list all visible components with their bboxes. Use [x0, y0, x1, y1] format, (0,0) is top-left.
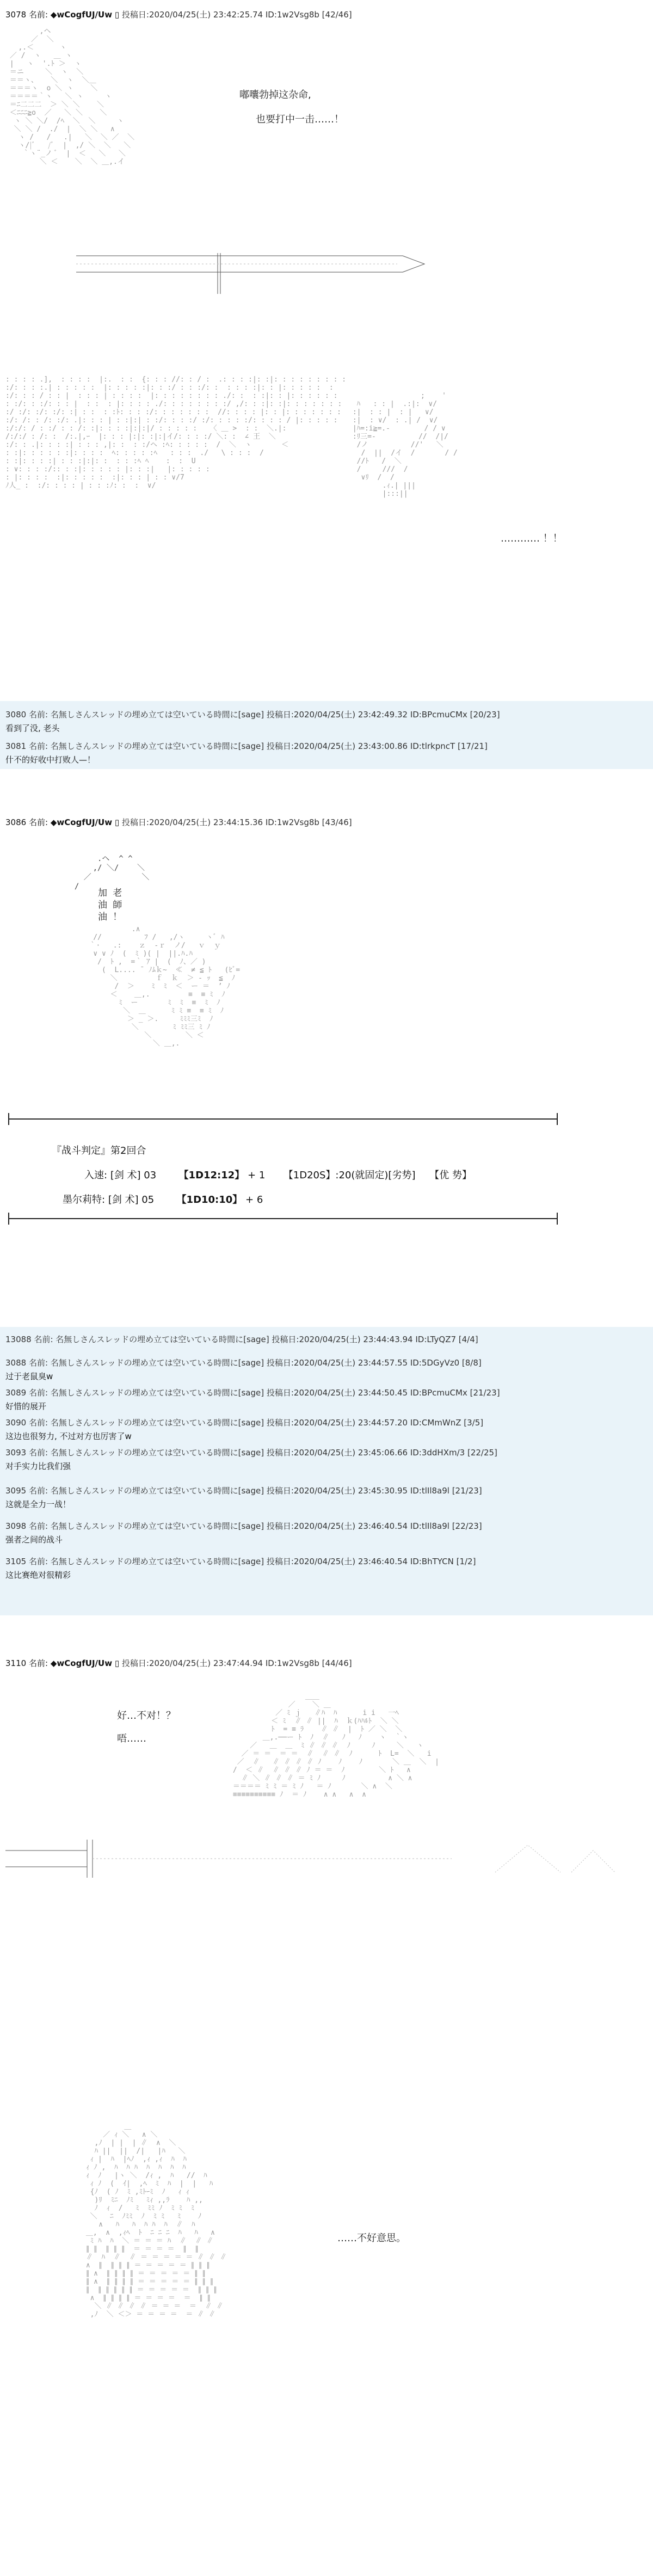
reply-body: 什不的好收中打败人—！	[5, 755, 96, 765]
divider-cap	[557, 1113, 558, 1125]
ascii-art-crowd: : : : : .], : : : : |:. : : {: : : //: : / : .: : : :|: :|: : : : : : : : : :/: : : :.| : : : : : |: : : : :|: : :/ : : :/: : : : : :|: : |: : : : : : :/: : : / : : | : : : | : : : : |: : : : : : : : ./: : : :|: : |: : : : : : : :/: : :/: : : | : : : |: : : : ./: : : : : : : :/ ,/: : :|: :|: : : : : : : :/ :/: :/: :/: :| : : : :ﾄ: : : :/: : : : : : : //: : : : |: : |: : : : : : : :/: /: : /: :/: .|: : : | : :|:| : :/: : : :/ :/: : : : :/: : : : / |: : : : : :/:/: / : :/ : : /: :|: : : :|:|:|/ : : : : : 〈 ＿ > : : ＼.|: /:/:/ : /: : /:.|,ｰ |: : : |:|: :|:|イ/: : : :/ ＼: : ∠ 王 ＼ :/: : .|: : : :| : : : ,|: : : :/ヘ :ﾍ: : : : : / ＼ ヽ ＜ : :|: : : : : :|: : : : ﾍ: : : : :ﾍ : : : ./ \ : : : / : :|: : : :| : : :|:|: : : : :ﾍ ﾍ : : U : ∨: : : :/:: : :|: : : : : |: : :| |: : : : : : |: : : : :|: : : : : :|: : : | : : ∨/7 ﾉ人_ : :/: : : : | : : :ﾉ: : : ∨/	[5, 376, 347, 490]
divider-line	[8, 1118, 558, 1120]
reply-block	[0, 701, 653, 769]
reply	[5, 1333, 478, 1345]
post-number[interactable]: 3110	[5, 1658, 27, 1668]
battle-row	[63, 1192, 263, 1206]
post-meta: 投稿日:2020/04/25(土) 23:47:44.94 ID:1w2Vsg8b [44/46]	[121, 1658, 352, 1668]
reply	[5, 1447, 497, 1472]
reply-meta[interactable]: 3090 名前: 名無しさんスレッドの埋め立ては空いている時間に[sage] 投稿日:2020/04/25(土) 23:44:57.20 ID:CMmWnZ [3/5]	[5, 1418, 484, 1428]
modifier: + 6	[245, 1194, 263, 1206]
name-label: 名前:	[28, 817, 48, 827]
reply-meta[interactable]: 3105 名前: 名無しさんスレッドの埋め立ては空いている時間に[sage] 投稿日:2020/04/25(土) 23:46:40.54 ID:BhTYCN [1/2]	[5, 1557, 476, 1566]
dialogue-line: ………… ！！	[501, 533, 563, 544]
fighter-skill: [剑 术] 03	[110, 1170, 157, 1181]
dialogue-line: 唔……	[117, 1733, 146, 1744]
dialogue-line: 嘟囔勃掉这杂命,	[239, 89, 311, 101]
dice-roll-extra: 【1D20S】:20(就固定)[劣势]	[283, 1170, 416, 1181]
dice-roll: 【1D10:10】	[176, 1194, 243, 1206]
post-number[interactable]: 3078	[5, 10, 27, 20]
reply-body: 强者之间的战斗	[5, 1535, 63, 1545]
post-meta: 投稿日:2020/04/25(土) 23:44:15.36 ID:1w2Vsg8b [43/46]	[121, 817, 352, 827]
dialogue-line: ……不好意思。	[337, 2233, 406, 2244]
reply-body: 好惜的展开	[5, 1401, 47, 1411]
sword-drawing	[5, 1834, 620, 1883]
reply-body: 看到了没, 老头	[5, 723, 60, 733]
reply-meta[interactable]: 3089 名前: 名無しさんスレッドの埋め立ては空いている時間に[sage] 投稿日:2020/04/25(土) 23:44:50.45 ID:BPcmuCMx [21/23]	[5, 1388, 500, 1398]
post-header	[5, 816, 352, 828]
fighter-name: 墨尔莉特:	[63, 1194, 106, 1206]
advantage-tag: 【优 势】	[429, 1170, 472, 1181]
poster-trip: ◆wCogfUJ/Uw	[50, 817, 113, 827]
reply	[5, 1357, 482, 1382]
reply	[5, 1556, 476, 1581]
dice-roll: 【1D12:12】	[178, 1170, 245, 1181]
post-header	[5, 1657, 352, 1669]
reply	[5, 740, 488, 765]
name-label: 名前:	[28, 10, 48, 20]
reply-body: 对手实力比我们强	[5, 1461, 71, 1471]
battle-title: 『战斗判定』第2回合	[52, 1145, 146, 1157]
reply-meta[interactable]: 3095 名前: 名無しさんスレッドの埋め立ては空いている時間に[sage] 投稿日:2020/04/25(土) 23:45:30.95 ID:tlIl8a9l [21/23]	[5, 1486, 482, 1496]
post-header	[5, 9, 352, 20]
trip-mark: ▯	[114, 1658, 120, 1668]
ascii-art-figure: .∧ // ﾌ / ,/ヽ ヽﾞ ﾊ ｀· .: ｚ ‐ｒ ノ/ ｖ ｙ ∨ ∨ ﾉ ( ﾐ )( | ||.ﾊ.ﾊ / ﾄ , =｀ ｱ | ( ﾉ、／ ) ( L.... ̄ ﾉﾑｋ~ ≪ ≠ ≦ ﾄ (ﾋﾞ= ＼ ｆ ｋ ＞ ‐ ｯ ≦ ﾉ / ＞ ﾐ ﾐ ＜ ー ＝ ’ ﾉ ＜ ＿,. ≡ ≡ ﾐ ﾉ ﾐ ー ﾐ ﾐ ≡ ﾐ ﾉ ＼ ＿ ﾐ ﾐ ≡ ≡ ﾐ ﾉ ＞ _ ＞. ﾐﾐﾐ三ﾐ ﾉ ＼ ﾐ ﾐﾐ三 ﾐ ﾉ ＼ ＼ ＜ ＼ ＿,.	[89, 925, 241, 1048]
divider-cap	[557, 1213, 558, 1225]
reply-body: 这比赛绝对很精彩	[5, 1570, 71, 1580]
divider-cap	[8, 1113, 9, 1125]
trip-mark: ▯	[114, 10, 120, 20]
reply-meta[interactable]: 3088 名前: 名無しさんスレッドの埋め立ては空いている時間に[sage] 投稿日:2020/04/25(土) 23:44:57.55 ID:5DGyVz0 [8/8]	[5, 1358, 482, 1368]
ascii-art-figure: ＿＿ ／ ＼ ＿ ／ ﾐ ｊ ∥ﾊ ﾊ i i 一ﾍ ＜ ﾐ ∥ ∥ || ﾊ ｋ(ﾊﾊﾙﾄ ＼ ＼ ﾄ = ≡ ﾗ ∥ ∥ | ﾄ ／ ＼ ＼ ＿,.──ー ﾄ ﾉ ∥ ﾉ ﾉ ヽ ｀ヽ ／ ＿ ＿ ﾐ ∥ ∥ ∥ ﾉ ﾉ ＼ ヽ ／ ＝ ＝ ＝ ＝ ∥ ∥ ∥ ﾉ ﾄ L= ＼ i ／ ∥ ∥ ∥ ∥ ∥ ﾉ ﾉ ﾉ ＼ ＿ ＼ | / ＜ ∥ ∥ ∥ ∥ ﾉ ＝ ＝ ﾉ ＼ ﾄ ∧ ∥ ＼ ∥ ∥ ∥ ＝ ﾐ ﾉ ﾉ ∧ ＼ ∧ ＝＝＝＝ ﾐ ﾐ ＝ ﾐ ﾉ ＝ ﾉ ＼ ∧ ＼ ≡≡≡≡≡≡≡≡≡≡ ﾉ ＝ ﾉ ∧ ∧ ∧ ∧	[232, 1693, 439, 1799]
poster-trip: ◆wCogfUJ/Uw	[50, 10, 113, 20]
battle-row	[84, 1167, 472, 1182]
cheer-sign-text: 加 老 油 師 油 ！	[98, 888, 122, 923]
reply-body: 这就是全力一战！	[5, 1499, 71, 1509]
reply	[5, 1387, 500, 1412]
reply-meta[interactable]: 3080 名前: 名無しさんスレッドの埋め立ては空いている時間に[sage] 投稿日:2020/04/25(土) 23:42:49.32 ID:BPcmuCMx [20/23]	[5, 710, 500, 720]
reply-block	[0, 1327, 653, 1615]
post-meta: 投稿日:2020/04/25(土) 23:42:25.74 ID:1w2Vsg8b [42/46]	[121, 10, 352, 20]
dialogue-line: 好…不对！？	[117, 1710, 176, 1722]
dialogue-line: 也要打中一击……！	[256, 114, 344, 125]
reply-meta[interactable]: 3081 名前: 名無しさんスレッドの埋め立ては空いている時間に[sage] 投稿日:2020/04/25(土) 23:43:00.86 ID:tlrkpncT [17/21]	[5, 741, 488, 751]
reply-meta[interactable]: 13088 名前: 名無しさんスレッドの埋め立ては空いている時間に[sage] 投稿日:2020/04/25(土) 23:44:43.94 ID:LTyQZ7 [4/4]	[5, 1335, 478, 1344]
poster-trip: ◆wCogfUJ/Uw	[50, 1658, 113, 1668]
modifier: + 1	[248, 1170, 266, 1181]
reply-meta[interactable]: 3098 名前: 名無しさんスレッドの埋め立ては空いている時間に[sage] 投稿日:2020/04/25(土) 23:46:40.54 ID:tlIl8a9l [22/23]	[5, 1521, 482, 1531]
ascii-art-figure: ,ヘ ／ ＼ ,.＜ ヽ ／ / ヽ ＿ ヽ | ヽ '.ﾄ ＞ ヽ ＝ニ ＼ ヽ ＼ ＝＝ヽ、 ＼ ヽ ＼＿ ＝＝＝ヽ o ＼ ヽ ＼ ＝＝＝＝｀ヽ ＼ ヽ ヽ ＝ﾆ二二二 ＞ ＼ ＼ ＼ ＜ﾆﾆﾆ≧o ／ ＼ ＼ ＼ ヽ ＼ ＼/ /ﾍ ＼ ＼ ヽ ＼ ＼ / ./ | ＼ ＼ ∧ ヽ / / .| ＼ ＼ ／ ＼ ヽ/|ﾞ /ﾞ | ,/ ＼ ＼ ＼ ｀ヽ¨_ノ ﾞ | ＜ ＼ ＼ ＼ ＜ ＼ ＼ ＿,.イ	[9, 27, 135, 166]
reply-body: 过于老鼠臭w	[5, 1372, 53, 1381]
trip-mark: ▯	[114, 817, 120, 827]
divider-line	[8, 1218, 558, 1219]
fighter-name: 入速:	[84, 1170, 108, 1181]
ascii-art-figure: .ヘ ^ ^ ,/ ＼/ ＼ ／ ＼ /	[74, 854, 150, 891]
reply-meta[interactable]: 3093 名前: 名無しさんスレッドの埋め立ては空いている時間に[sage] 投稿日:2020/04/25(土) 23:45:06.66 ID:3ddHXm/3 [22/25]	[5, 1448, 497, 1458]
reply-body: 这边也很努力, 不过对方也厉害了w	[5, 1431, 132, 1441]
ascii-art-figure: ; ' ﾊ : : | .:|: ∨/ :| : : | : | ∨/ :| : ∨/ : .| / ∨/ |ﾊ=:i≧=.- / / ∨ :ﾘ三=- // /|/ /ノ //' ＼ / || /イ / / / //ﾄ / ＼ / /// / ∨ﾘ / / .ｨ.| ||| |:::||	[352, 392, 458, 498]
name-label: 名前:	[28, 1658, 48, 1668]
reply	[5, 1417, 483, 1442]
sword-drawing	[71, 239, 430, 305]
reply	[5, 1485, 482, 1510]
ascii-art-figure: ＿ ／ ｨ ＼ ∧ ＼ ,ﾉ | | | ∥ ∧ ＼ ﾊ || || /| |ﾊ ＼ ｨ | ﾊ |ﾍﾉ ,ｨ ,ｨ ﾊ ﾊ ｨ ﾉ , ﾊ ﾊ ﾊ ﾊ ﾊ ﾊ ﾊ ｨ ﾉ |ヽ ＼ /ｨ , ﾊ // ﾊ ｨ ﾉ ( ｲ| ,ﾍ ﾐ ﾊ | | ﾊ {ﾉ ( ﾉ ﾐ ,ﾐﾄｰﾐ ﾉ ｨ ｨ )ﾘ ﾐﾆ ﾉﾐ ﾐｨ ,,ﾗ ﾊ ,, ﾉ ｨ / ﾐ ﾐﾐ ﾉ ﾐ ﾐ ﾐ ＼ ﾆ ﾉﾐﾐ ﾉ ﾐ ﾐ ﾐ ﾉ ∧ ﾊ ﾊ ﾊ ﾊ ﾊ ∥ ﾊ ＿, ∧ ,ｨﾍ ﾄ ﾆ ﾆ ﾆ ﾊ ﾊ ∧ ﾐ ﾊ ﾊ ＼ ＝ ＝ ＝ ﾊ ∥ ∥ ∥ ∥ ∥ ∥ ∥ ∥ ＝ ＝ ＝ ＝ ∥ ∥ ∥ ﾊ ∥ ∥ ＝ ＝ ＝ ＝ ＝ ∥ ∥ ∥ ∧ ∥ ∥ ∥ ∥ ＝ ＝ ＝ ＝ ＝ ∥ ∥ ∥ ∥ ∧ ∥ ∥ ∥ ∥ ＝ ＝ ＝ ＝ ＝ ∥ ∥ ∥ ∧ ∥ ∥ ∥ ∥ ＝ ＝ ＝ ＝ ＝ ∥ ∥ ∥ ∥ ∥ ∥ ∥ ∥ ∥ ＝ ＝ ＝ ＝ ＝ ∥ ∥ ∥ ∧ ∥ ∥ ∥ ∥ ＝ ＝ ＝ ＝ ＝ ∥ ∥ ＼ ∥ ∥ ∥ ∥ ＝ ＝ ＝ ＝ ∥ ∥ ,ﾉ ＼ ＜＞ ＝ ＝ ＝ ＝ ＝ ∥ ∥	[85, 2123, 227, 2319]
post-number[interactable]: 3086	[5, 817, 27, 827]
reply	[5, 1520, 482, 1545]
reply	[5, 709, 500, 734]
divider-cap	[8, 1213, 9, 1225]
fighter-skill: [剑 术] 05	[108, 1194, 155, 1206]
